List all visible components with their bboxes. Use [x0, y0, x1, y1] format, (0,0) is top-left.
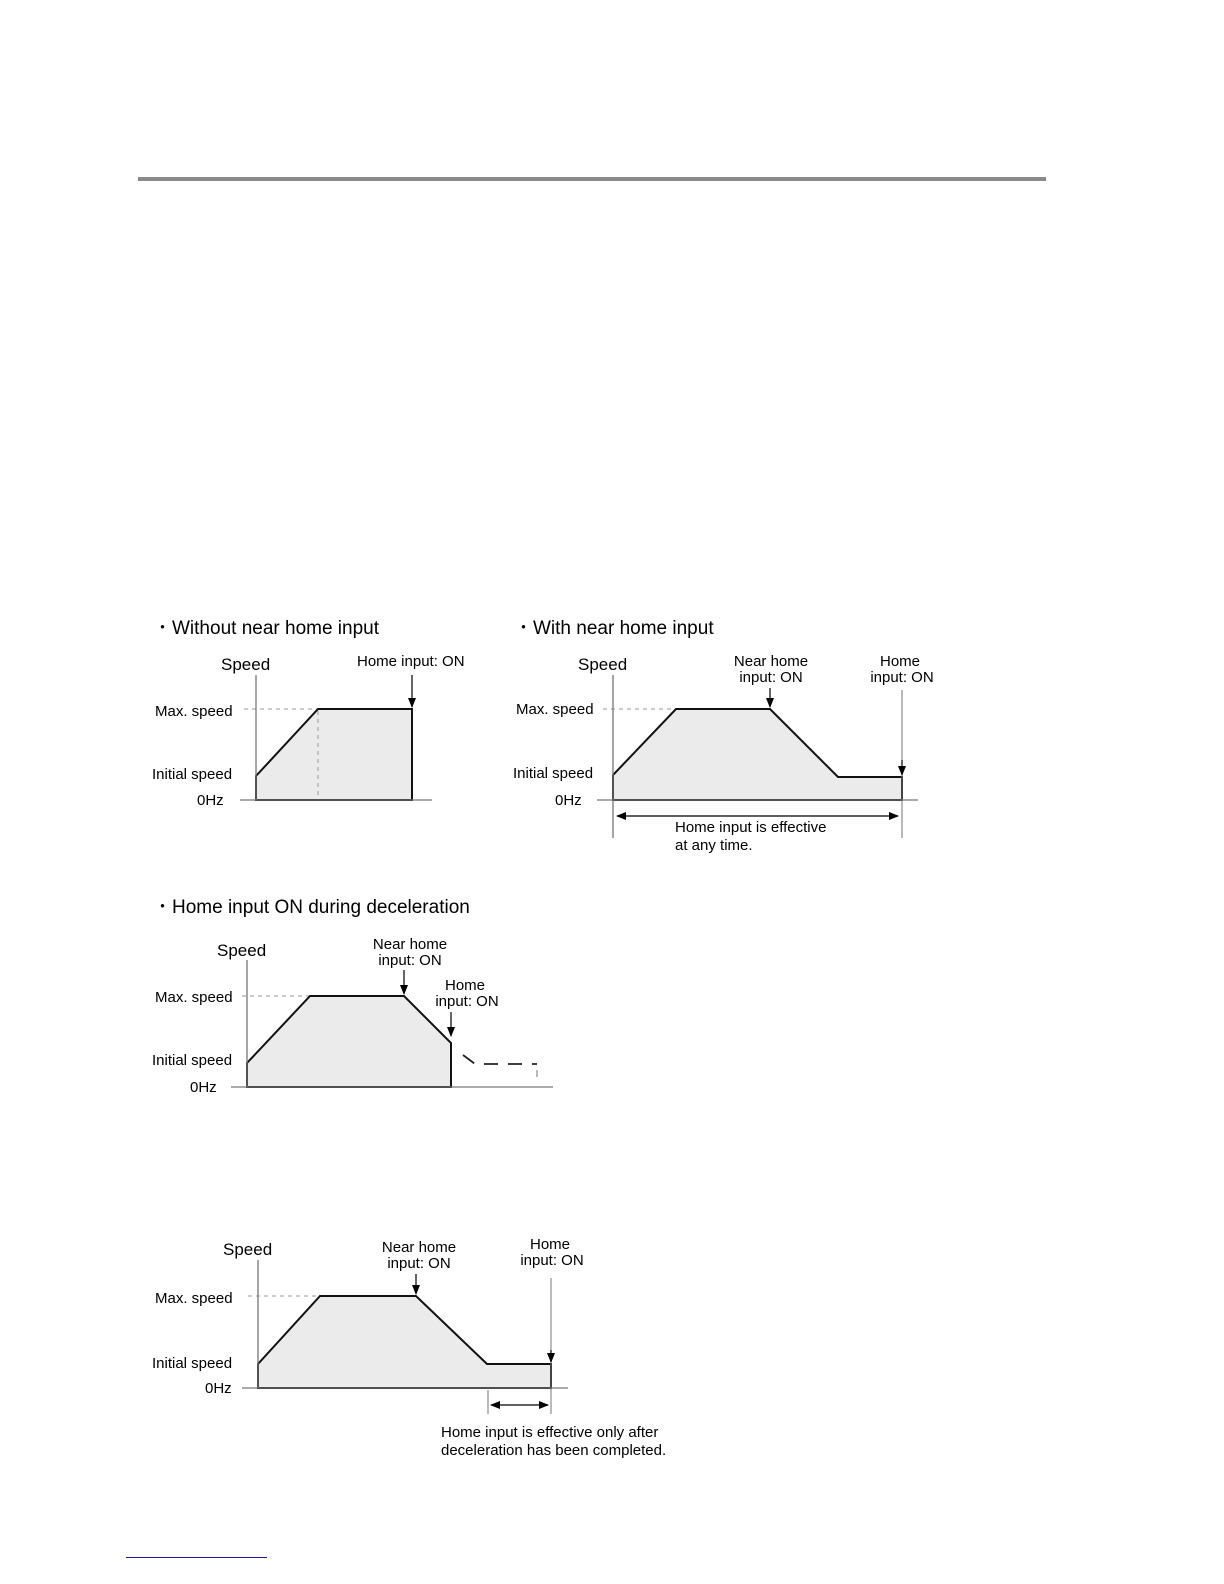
- footer-link-underline: [126, 1557, 267, 1558]
- diagram-title: ・Home input ON during deceleration: [153, 897, 470, 918]
- zero-hz-label: 0Hz: [190, 1079, 217, 1096]
- diagram-title: ・Without near home input: [153, 618, 380, 639]
- home-label-line2: input: ON: [870, 669, 934, 686]
- near-home-label-line2: input: ON: [739, 669, 803, 686]
- speed-profile: [258, 1296, 551, 1388]
- diagram-during-deceleration: [152, 897, 553, 1096]
- near-home-label-line2: input: ON: [378, 952, 442, 969]
- max-speed-label: Max. speed: [516, 701, 594, 718]
- home-label-line1: Home: [879, 653, 921, 670]
- initial-speed-label: Initial speed: [152, 766, 233, 783]
- effective-note-line1: Home input is effective: [675, 819, 827, 836]
- speed-profile: [256, 709, 412, 800]
- speed-profile: [613, 709, 902, 800]
- home-label-line2: input: ON: [520, 1252, 584, 1269]
- effective-note-line1: Home input is effective only after: [441, 1424, 659, 1441]
- near-home-label-line2: input: ON: [387, 1255, 451, 1272]
- near-home-label-line1: Near home: [733, 653, 809, 670]
- diagram-title: ・With near home input: [514, 618, 714, 639]
- home-label-line1: Home: [529, 1236, 571, 1253]
- max-speed-label: Max. speed: [155, 703, 233, 720]
- speed-axis-label: Speed: [217, 941, 267, 960]
- home-label-line1: Home: [444, 977, 486, 994]
- effective-note-line2: at any time.: [675, 837, 753, 854]
- zero-hz-label: 0Hz: [205, 1380, 232, 1397]
- diagram-without-near-home: [152, 618, 465, 809]
- home-label-line2: input: ON: [435, 993, 499, 1010]
- effective-note-line2: deceleration has been completed.: [441, 1442, 667, 1459]
- speed-profile: [247, 996, 451, 1087]
- speed-axis-label: Speed: [578, 655, 628, 674]
- speed-axis-label: Speed: [223, 1240, 273, 1259]
- diagram-after-deceleration: [152, 1236, 666, 1459]
- initial-speed-label: Initial speed: [513, 765, 594, 782]
- zero-hz-label: 0Hz: [197, 792, 224, 809]
- initial-speed-label: Initial speed: [152, 1355, 233, 1372]
- cancelled-deceleration-path: [463, 1055, 537, 1064]
- zero-hz-label: 0Hz: [555, 792, 582, 809]
- near-home-label-line1: Near home: [381, 1239, 457, 1256]
- diagram-with-near-home: [513, 618, 934, 854]
- max-speed-label: Max. speed: [155, 1290, 233, 1307]
- speed-axis-label: Speed: [221, 655, 271, 674]
- near-home-label-line1: Near home: [372, 936, 448, 953]
- home-input-label: Home input: ON: [357, 653, 465, 670]
- max-speed-label: Max. speed: [155, 989, 233, 1006]
- initial-speed-label: Initial speed: [152, 1052, 233, 1069]
